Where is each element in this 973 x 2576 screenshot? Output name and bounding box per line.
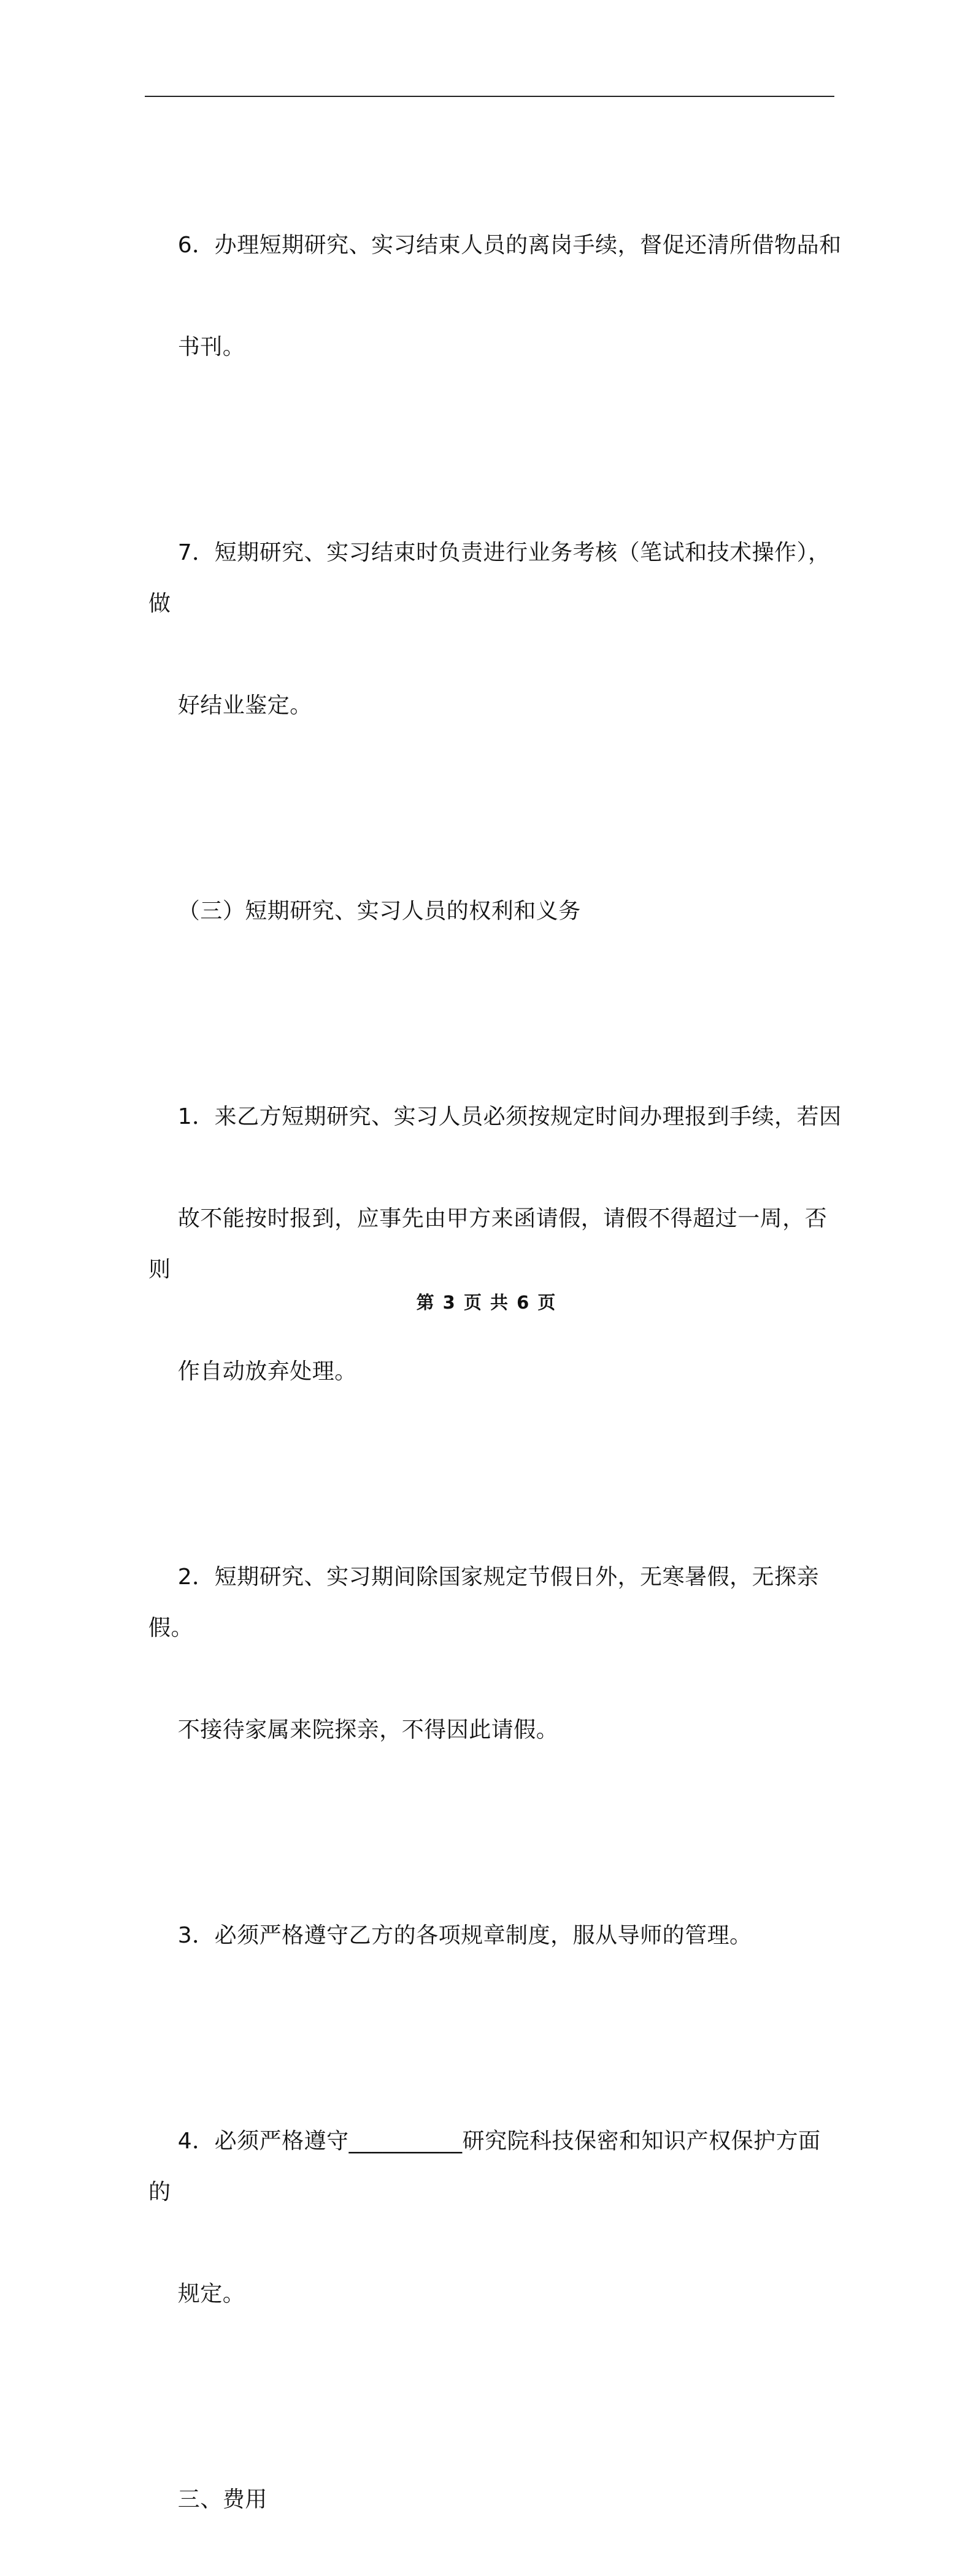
- line: 好结业鉴定。: [177, 693, 312, 718]
- page-footer: 第 3 页 共 6 页: [416, 1292, 557, 1313]
- line: 1．来乙方短期研究、实习人员必须按规定时间办理报到手续，若因: [177, 1104, 842, 1129]
- section-heading-fees: [148, 2423, 842, 2576]
- header-rule: [145, 96, 834, 97]
- line: 三、费用: [177, 2487, 267, 2512]
- line: 7．短期研究、实习结束时负责进行业务考核（笔试和技术操作），做: [148, 540, 831, 616]
- paragraph-1: [148, 1040, 842, 1448]
- line: 作自动放弃处理。: [177, 1359, 357, 1384]
- line: （三）短期研究、实习人员的权利和义务: [177, 899, 581, 924]
- line: 2．短期研究、实习期间除国家规定节假日外，无寒暑假，无探亲假。: [148, 1565, 820, 1641]
- line: 4．必须严格遵守__________研究院科技保密和知识产权保护方面的: [148, 2129, 821, 2205]
- document-body: [148, 169, 842, 2576]
- line: 6．办理短期研究、实习结束人员的离岗手续，督促还清所借物品和: [177, 233, 842, 258]
- line: 3．必须严格遵守乙方的各项规章制度，服从导师的管理。: [177, 1923, 752, 1948]
- paragraph-7: [148, 476, 842, 782]
- paragraph-6: [148, 169, 842, 424]
- paragraph-2: [148, 1501, 842, 1806]
- paragraph-4: [148, 2065, 842, 2370]
- line: 故不能按时报到，应事先由甲方来函请假，请假不得超过一周，否则: [148, 1206, 828, 1282]
- section-heading-3: [148, 835, 842, 988]
- line: 书刊。: [177, 335, 245, 360]
- paragraph-3: [148, 1859, 842, 2012]
- line: 不接待家属来院探亲，不得因此请假。: [177, 1717, 559, 1742]
- line: 规定。: [177, 2281, 245, 2307]
